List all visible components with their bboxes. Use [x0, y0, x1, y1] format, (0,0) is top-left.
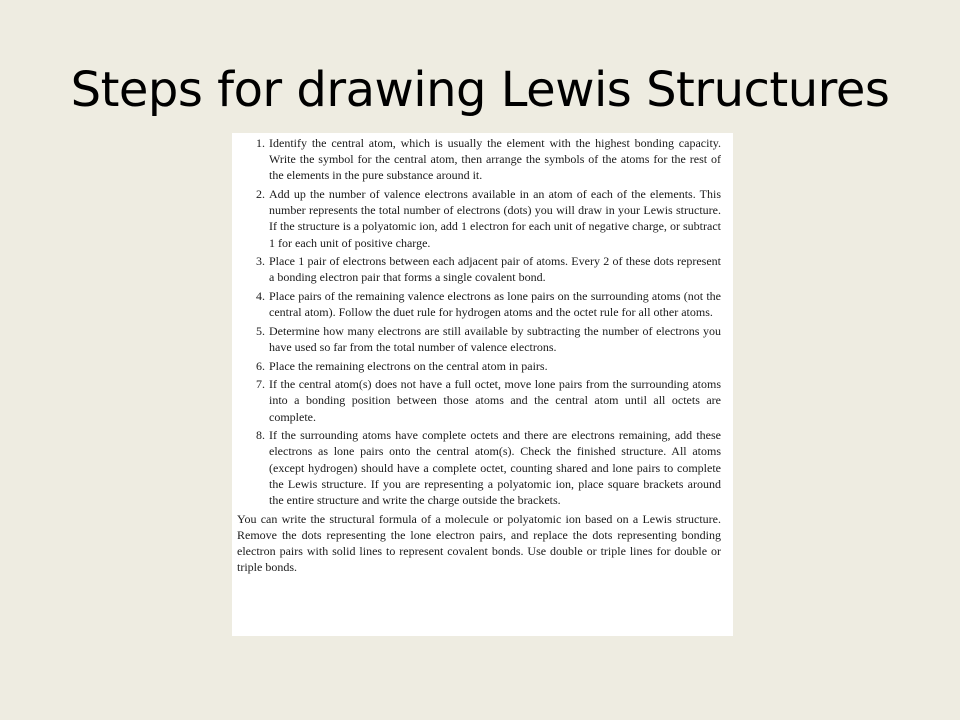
step-item — [237, 323, 721, 355]
step-text: If the central atom(s) does not have a full octet, move lone pairs from the surrounding atoms into a bonding position between those atoms and the central atom until all octets are complete. — [269, 377, 721, 424]
step-item — [237, 427, 721, 508]
step-number: 2. — [256, 187, 265, 201]
step-text: Determine how many electrons are still available by subtracting the number of electrons you have used so far from the total number of valence electrons. — [269, 323, 721, 354]
step-text: Place the remaining electrons on the central atom in pairs. — [269, 358, 548, 373]
step-item — [237, 253, 721, 285]
step-item — [237, 186, 721, 251]
step-text: If the surrounding atoms have complete octets and there are electrons remaining, add these electrons as lone pairs onto the central atom(s). Check the finished structure. All atoms (except hydrogen) should have a complete octet, counting shared and lone pairs to complete the Lewis structure. If you are representing a polyatomic ion, place square brackets around the entire structure and write the charge outside the brackets. — [269, 428, 721, 507]
step-item — [237, 288, 721, 320]
step-number: 4. — [256, 289, 265, 303]
step-number: 8. — [256, 428, 265, 443]
step-item — [237, 135, 721, 184]
step-number: 1. — [256, 136, 265, 150]
step-text: Place pairs of the remaining valence electrons as lone pairs on the surrounding atoms (not the central atom). Follow the duet rule for hydrogen atoms and the octet rule for all other atoms. — [269, 289, 721, 320]
step-text: Identify the central atom, which is usually the element with the highest bonding capacity. Write the symbol for the central atom, then arrange the symbols of the atoms for the rest of the elements in the pure substance around it. — [269, 136, 721, 183]
step-number: 5. — [256, 323, 265, 338]
step-item — [237, 376, 721, 425]
step-number: 3. — [256, 254, 265, 269]
steps-list — [237, 135, 721, 508]
step-item — [237, 358, 721, 374]
step-text: Place 1 pair of electrons between each adjacent pair of atoms. Every 2 of these dots represent a bonding electron pair that forms a single covalent bond. — [269, 254, 721, 285]
step-text: Add up the number of valence electrons available in an atom of each of the elements. This number represents the total number of electrons (dots) you will draw in your Lewis structure. If the structure is a polyatomic ion, add 1 electron for each unit of negative charge, or subtract 1 for each unit of positive charge. — [269, 187, 721, 250]
document-excerpt — [232, 133, 733, 636]
slide-title: Steps for drawing Lewis Structures — [70, 62, 890, 118]
step-number: 6. — [256, 358, 265, 373]
closing-paragraph: You can write the structural formula of a molecule or polyatomic ion based on a Lewis structure. Remove the dots representing the lone electron pairs, and replace the dots representing bonding electron pairs with solid lines to represent covalent bonds. Use double or triple lines for double or triple bonds. — [237, 511, 721, 575]
step-number: 7. — [256, 377, 265, 392]
